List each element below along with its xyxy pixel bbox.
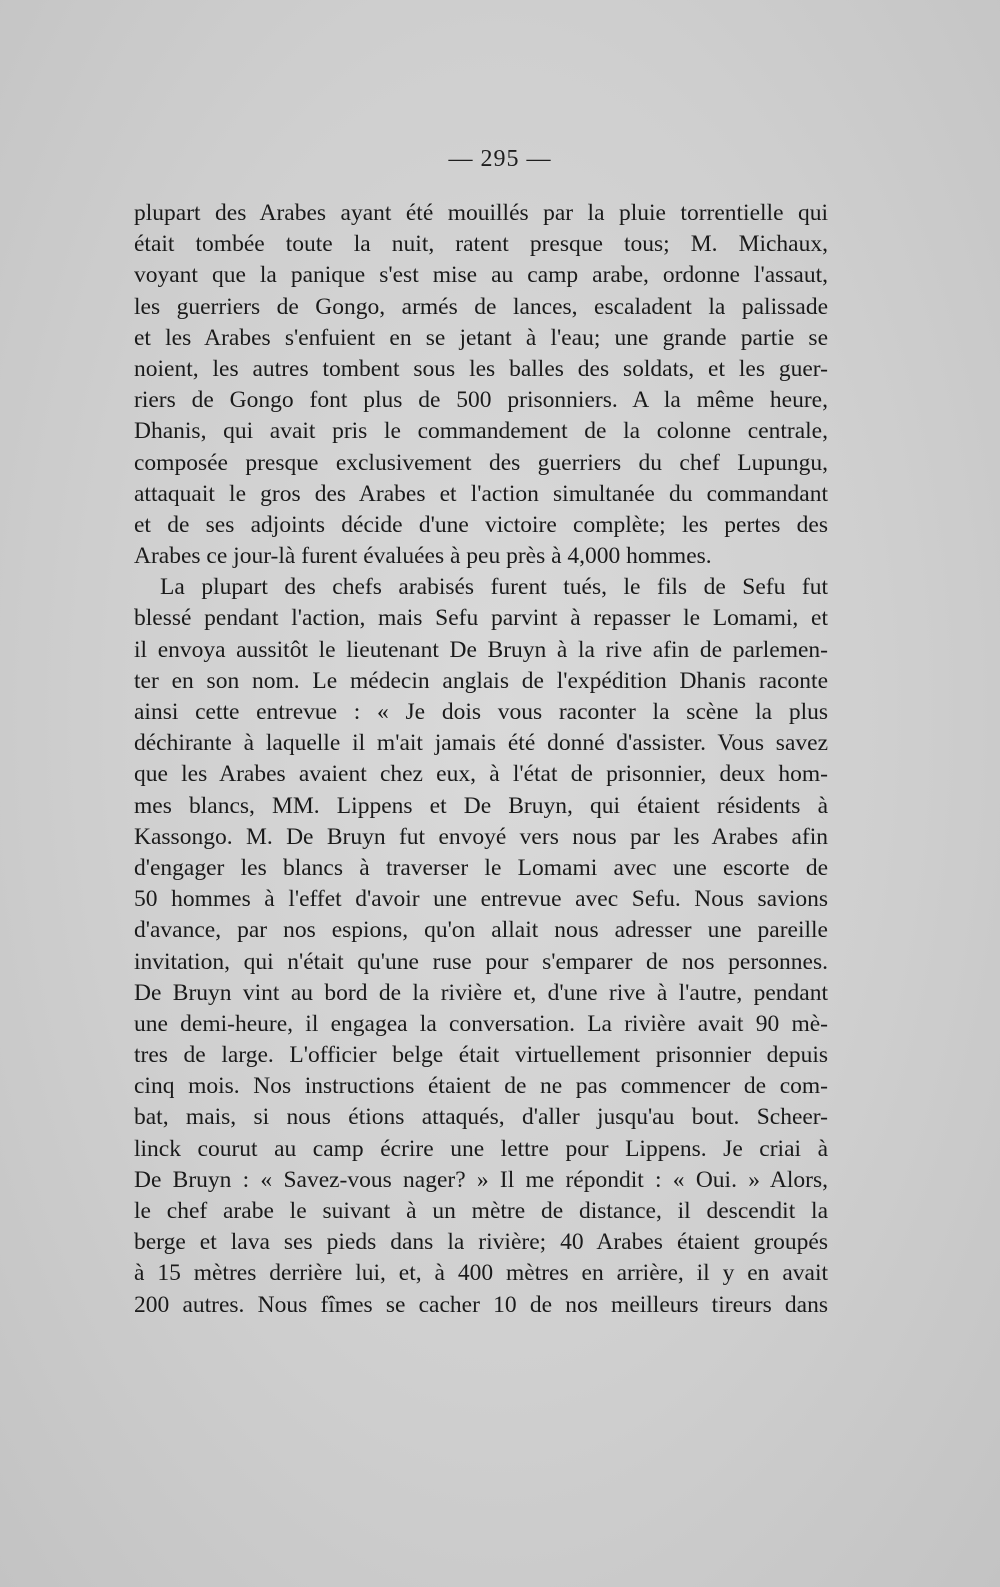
text-line: il envoya aussitôt le lieutenant De Bruyn à la rive afin de parlemen- bbox=[134, 636, 828, 663]
text-line: ter en son nom. Le médecin anglais de l'expédition Dhanis raconte bbox=[134, 667, 828, 694]
text-line: De Bruyn vint au bord de la rivière et, d'une rive à l'autre, pendant bbox=[134, 979, 828, 1006]
text-line: et les Arabes s'enfuient en se jetant à l'eau; une grande partie se bbox=[134, 324, 828, 351]
text-line: une demi-heure, il engagea la conversation. La rivière avait 90 mè- bbox=[134, 1010, 828, 1037]
text-line: La plupart des chefs arabisés furent tués, le fils de Sefu fut bbox=[160, 574, 828, 601]
text-line: Kassongo. M. De Bruyn fut envoyé vers nous par les Arabes afin bbox=[134, 823, 828, 850]
text-line: bat, mais, si nous étions attaqués, d'aller jusqu'au bout. Scheer- bbox=[134, 1104, 828, 1131]
text-line: déchirante à laquelle il m'ait jamais été donné d'assister. Vous savez bbox=[134, 730, 828, 757]
text-line: 200 autres. Nous fîmes se cacher 10 de nos meilleurs tireurs dans bbox=[134, 1291, 828, 1318]
text-line: voyant que la panique s'est mise au camp arabe, ordonne l'assaut, bbox=[134, 262, 828, 289]
text-line: 50 hommes à l'effet d'avoir une entrevue avec Sefu. Nous savions bbox=[134, 886, 828, 913]
body-text bbox=[134, 198, 828, 1321]
text-line: cinq mois. Nos instructions étaient de ne pas commencer de com- bbox=[134, 1073, 828, 1100]
text-line: mes blancs, MM. Lippens et De Bruyn, qui étaient résidents à bbox=[134, 792, 828, 819]
text-line: les guerriers de Gongo, armés de lances, escaladent la palissade bbox=[134, 293, 828, 320]
text-line: riers de Gongo font plus de 500 prisonniers. A la même heure, bbox=[134, 387, 828, 414]
text-line: invitation, qui n'était qu'une ruse pour s'emparer de nos personnes. bbox=[134, 948, 828, 975]
text-line: attaquait le gros des Arabes et l'action simultanée du commandant bbox=[134, 480, 828, 507]
text-line: que les Arabes avaient chez eux, à l'état de prisonnier, deux hom- bbox=[134, 761, 828, 788]
text-line: De Bruyn : « Savez-vous nager? » Il me répondit : « Oui. » Alors, bbox=[134, 1166, 828, 1193]
text-line: tres de large. L'officier belge était virtuellement prisonnier depuis bbox=[134, 1042, 828, 1069]
text-line: plupart des Arabes ayant été mouillés par la pluie torrentielle qui bbox=[134, 200, 828, 226]
text-line: Arabes ce jour-là furent évaluées à peu près à 4,000 hommes. bbox=[134, 543, 712, 570]
text-line: berge et lava ses pieds dans la rivière; 40 Arabes étaient groupés bbox=[134, 1229, 828, 1256]
text-line: était tombée toute la nuit, ratent presque tous; M. Michaux, bbox=[134, 231, 828, 258]
text-line: blessé pendant l'action, mais Sefu parvint à repasser le Lomami, et bbox=[134, 605, 828, 632]
text-line: à 15 mètres derrière lui, et, à 400 mètres en arrière, il y en avait bbox=[134, 1260, 828, 1287]
text-line: noient, les autres tombent sous les balles des soldats, et les guer- bbox=[134, 355, 828, 382]
text-line: et de ses adjoints décide d'une victoire complète; les pertes des bbox=[134, 511, 828, 538]
text-line: Dhanis, qui avait pris le commandement de la colonne centrale, bbox=[134, 418, 828, 445]
text-line: le chef arabe le suivant à un mètre de distance, il descendit la bbox=[134, 1198, 828, 1224]
text-line: composée presque exclusivement des guerriers du chef Lupungu, bbox=[134, 449, 828, 476]
text-line: ainsi cette entrevue : « Je dois vous raconter la scène la plus bbox=[134, 699, 828, 725]
text-line: d'avance, par nos espions, qu'on allait nous adresser une pareille bbox=[134, 917, 828, 944]
text-line: d'engager les blancs à traverser le Lomami avec une escorte de bbox=[134, 854, 828, 881]
page-number: — 295 — bbox=[448, 146, 552, 172]
text-line: linck courut au camp écrire une lettre pour Lippens. Je criai à bbox=[134, 1135, 828, 1162]
